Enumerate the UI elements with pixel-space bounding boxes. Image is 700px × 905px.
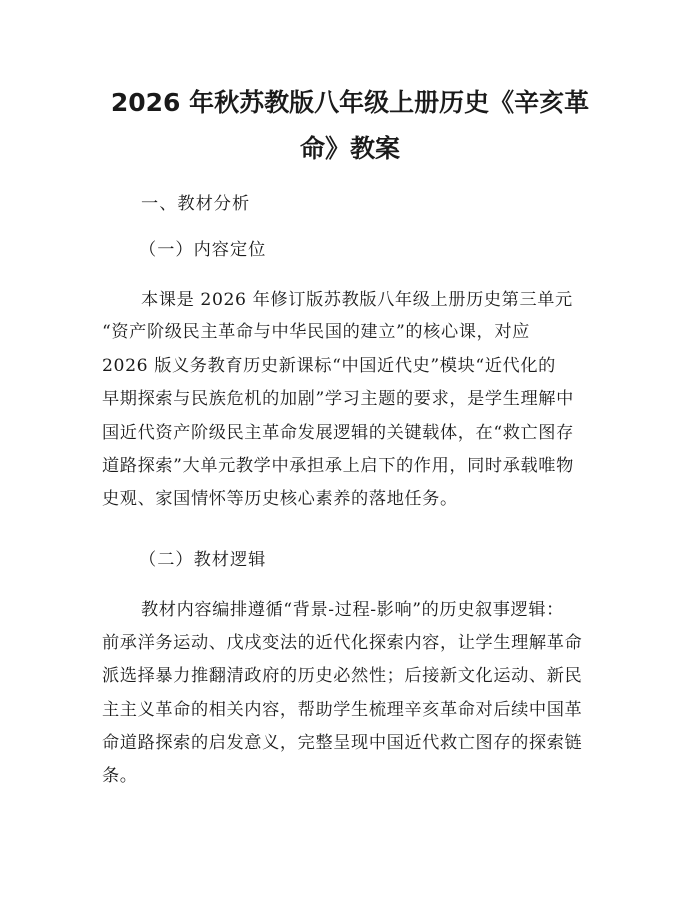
document-title-line-1: 2026 年秋苏教版八年级上册历史《辛亥革 [110,88,590,117]
paragraph-line: “资产阶级民主革命与中华民国的建立”的核心课，对应 [102,322,530,342]
paragraph-line: 派选择暴力推翻清政府的历史必然性；后接新文化运动、新民 [102,666,583,686]
paragraph-line: 条。 [102,766,138,786]
subsection-heading-textbook-logic: （二）教材逻辑 [139,550,267,570]
paragraph-line: 早期探索与民族危机的加剧”学习主题的要求，是学生理解中 [102,389,574,409]
paragraph-line: 本课是 2026 年修订版苏教版八年级上册历史第三单元 [141,290,573,310]
paragraph-line: 2026 版义务教育历史新课标“中国近代史”模块“近代化的 [102,356,556,376]
paragraph-line: 主主义革命的相关内容，帮助学生梳理辛亥革命对后续中国革 [102,700,583,720]
paragraph-line: 史观、家国情怀等历史核心素养的落地任务。 [102,489,458,509]
document-title-line-2: 命》教案 [299,134,400,163]
paragraph-line: 命道路探索的启发意义，完整呈现中国近代救亡图存的探索链 [102,733,583,753]
section-heading-textbook-analysis: 一、教材分析 [141,194,251,214]
paragraph-line: 前承洋务运动、戊戌变法的近代化探索内容，让学生理解革命 [102,633,583,653]
paragraph-line: 教材内容编排遵循“背景-过程-影响”的历史叙事逻辑： [141,600,564,620]
subsection-heading-content-positioning: （一）内容定位 [139,240,267,260]
paragraph-line: 道路探索”大单元教学中承担承上启下的作用，同时承载唯物 [102,456,574,476]
paragraph-line: 国近代资产阶级民主革命发展逻辑的关键载体，在“救亡图存 [102,423,574,443]
